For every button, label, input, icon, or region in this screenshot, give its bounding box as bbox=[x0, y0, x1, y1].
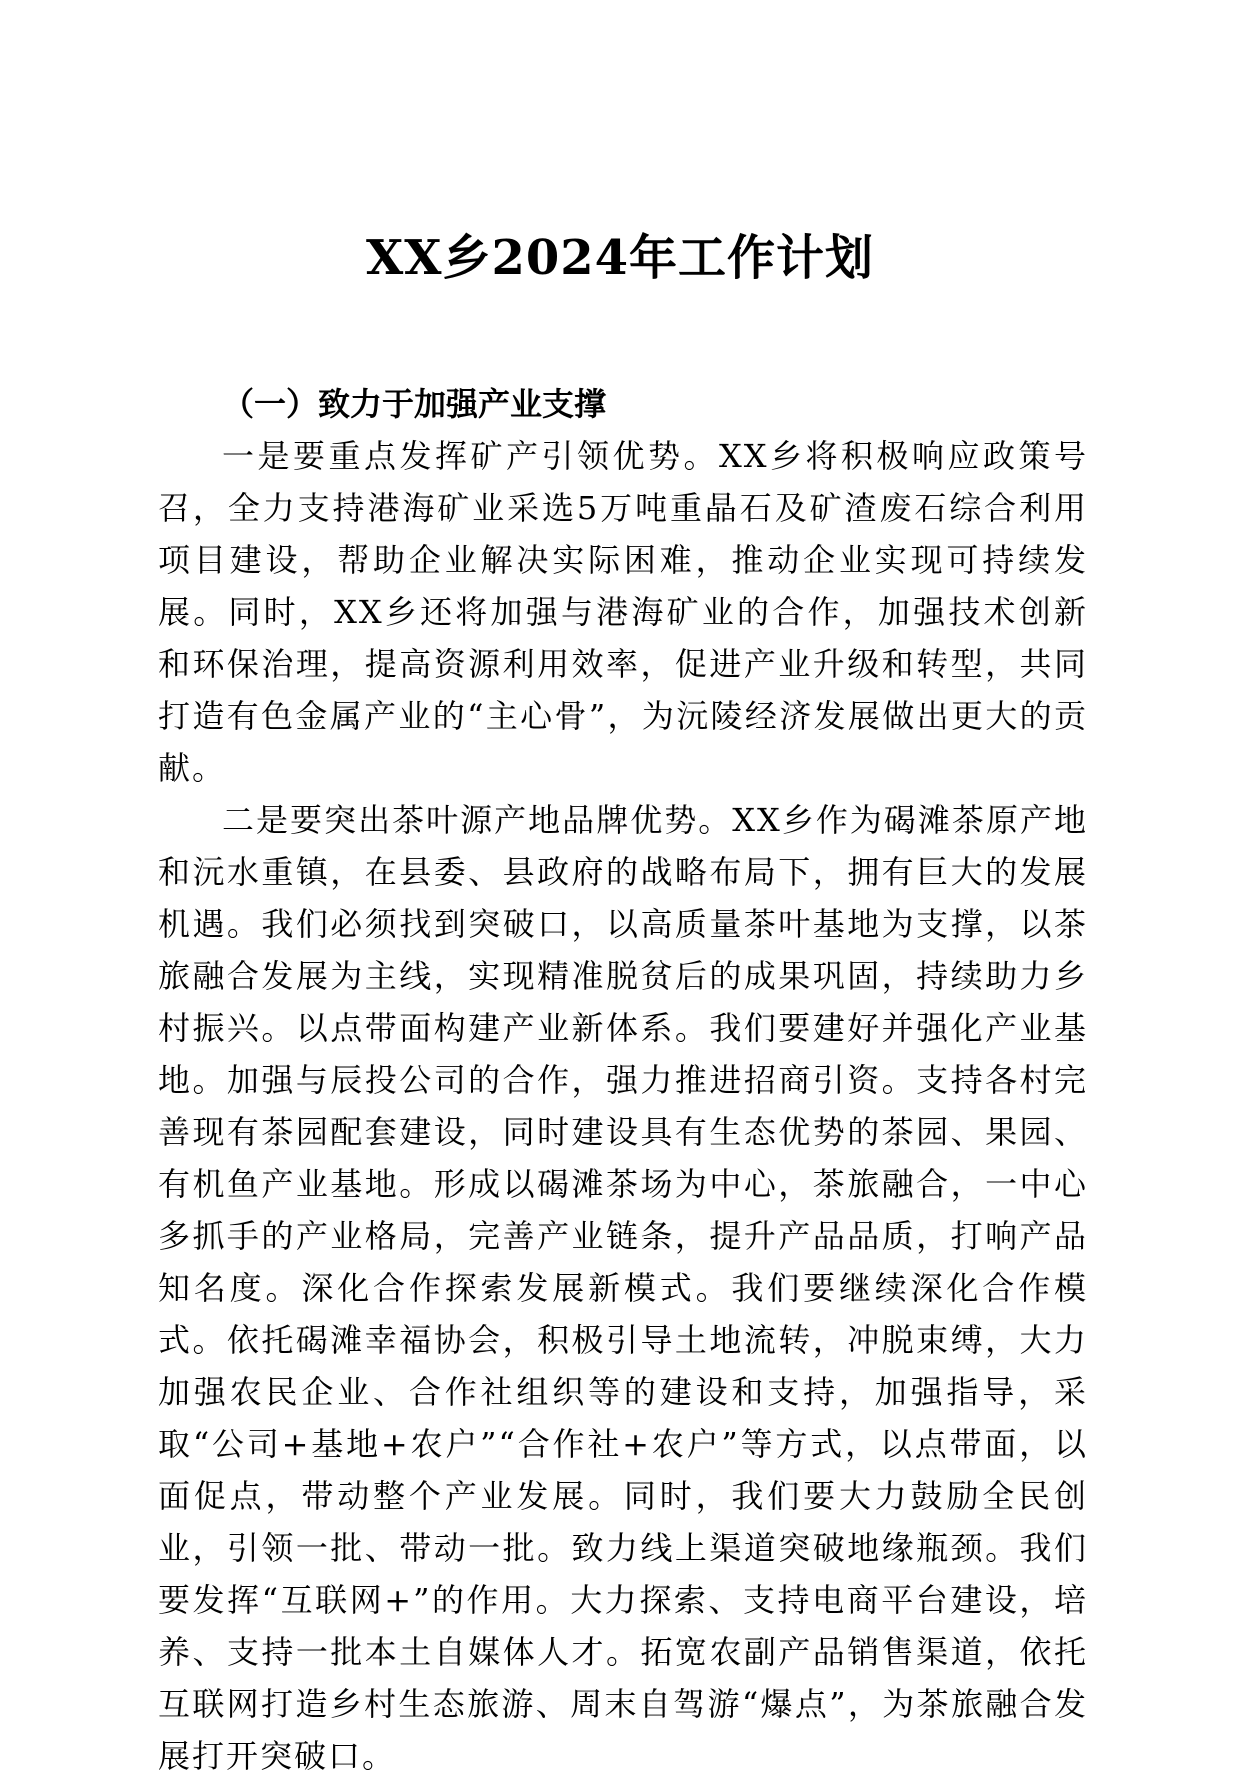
document-body bbox=[158, 378, 1088, 1782]
section-heading: （一）致力于加强产业支撑 bbox=[222, 385, 607, 423]
paragraph-tea: 二是要突出茶叶源产地品牌优势。XX乡作为碣滩茶原产地和沅水重镇，在县委、县政府的战略布局下，拥有巨大的发展机遇。我们必须找到突破口，以高质量茶叶基地为支撑，以茶旅融合发展为主线，实现精准脱贫后的成果巩固，持续助力乡村振兴。以点带面构建产业新体系。我们要建好并强化产业基地。加强与辰投公司的合作，强力推进招商引资。支持各村完善现有茶园配套建设，同时建设具有生态优势的茶园、果园、有机鱼产业基地。形成以碣滩茶场为中心，茶旅融合，一中心多抓手的产业格局，完善产业链条，提升产品品质，打响产品知名度。深化合作探索发展新模式。我们要继续深化合作模式。依托碣滩幸福协会，积极引导土地流转，冲脱束缚，大力加强农民企业、合作社组织等的建设和支持，加强指导，采取“公司+基地+农户”“合作社+农户”等方式，以点带面，以面促点，带动整个产业发展。同时，我们要大力鼓励全民创业，引领一批、带动一批。致力线上渠道突破地缘瓶颈。我们要发挥“互联网+”的作用。大力探索、支持电商平台建设，培养、支持一批本土自媒体人才。拓宽农副产品销售渠道，依托互联网打造乡村生态旅游、周末自驾游“爆点”，为茶旅融合发展打开突破口。 bbox=[158, 801, 1088, 1775]
paragraph-mining: 一是要重点发挥矿产引领优势。XX乡将积极响应政策号召，全力支持港海矿业采选5万吨重晶石及矿渣废石综合利用项目建设，帮助企业解决实际困难，推动企业实现可持续发展。同时，XX乡还将加强与港海矿业的合作，加强技术创新和环保治理，提高资源利用效率，促进产业升级和转型，共同打造有色金属产业的“主心骨”，为沅陵经济发展做出更大的贡献。 bbox=[158, 437, 1088, 787]
document-title: XX乡2024年工作计划 bbox=[365, 230, 875, 286]
